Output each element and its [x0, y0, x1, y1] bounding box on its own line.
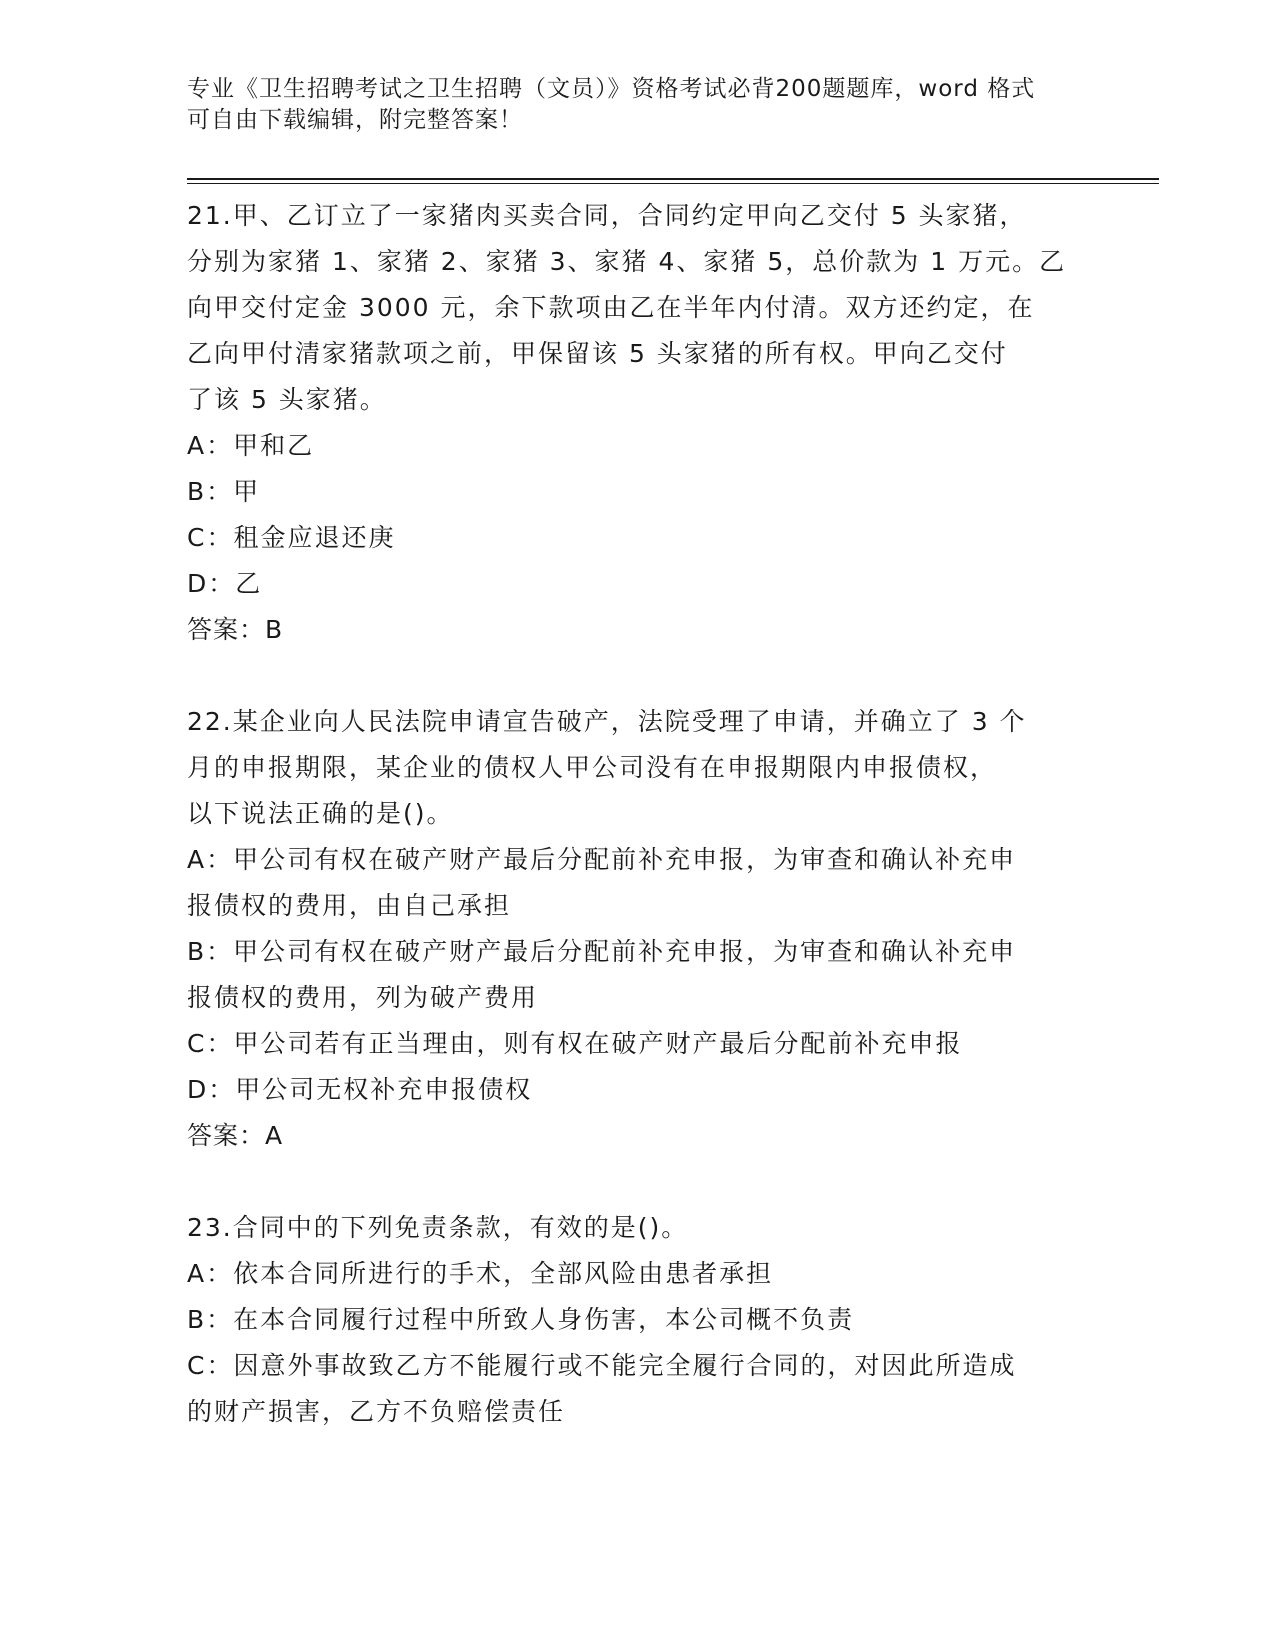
option-b: B：在本合同履行过程中所致人身伤害，本公司概不负责: [187, 1305, 855, 1334]
header-divider-thick: [187, 178, 1159, 180]
option-a: A：依本合同所进行的手术，全部风险由患者承担: [187, 1259, 774, 1288]
question-21: [187, 193, 1087, 653]
option-d: D：乙: [187, 569, 263, 598]
question-spacer: [187, 1159, 1087, 1205]
question-text-line: 乙向甲付清家猪款项之前，甲保留该 5 头家猪的所有权。甲向乙交付: [187, 339, 1008, 368]
option-b: B：甲公司有权在破产财产最后分配前补充申报，为审查和确认补充申: [187, 937, 1017, 966]
option-d: D：甲公司无权补充申报债权: [187, 1075, 533, 1104]
answer: 答案：A: [187, 1121, 284, 1150]
option-a-continued: 报债权的费用，由自己承担: [187, 891, 512, 920]
question-text-line: 21.甲、乙订立了一家猪肉买卖合同，合同约定甲向乙交付 5 头家猪，: [187, 201, 1027, 230]
question-text-line: 向甲交付定金 3000 元，余下款项由乙在半年内付清。双方还约定，在: [187, 293, 1035, 322]
question-text-line: 月的申报期限，某企业的债权人甲公司没有在申报期限内申报债权，: [187, 753, 998, 782]
option-c: C：租金应退还庚: [187, 523, 396, 552]
header-divider-thin: [187, 183, 1159, 184]
header-title-line-1: 专业《卫生招聘考试之卫生招聘（文员）》资格考试必背200题题库，word 格式: [187, 76, 1036, 102]
question-spacer: [187, 653, 1087, 699]
document-header: [187, 74, 1087, 136]
question-text-line: 分别为家猪 1、家猪 2、家猪 3、家猪 4、家猪 5，总价款为 1 万元。乙: [187, 247, 1067, 276]
answer: 答案：B: [187, 615, 284, 644]
option-a: A：甲和乙: [187, 431, 315, 460]
question-text-line: 以下说法正确的是()。: [187, 799, 454, 828]
question-text-line: 了该 5 头家猪。: [187, 385, 387, 414]
question-text-line: 23.合同中的下列免责条款，有效的是()。: [187, 1213, 689, 1242]
question-text-line: 22.某企业向人民法院申请宣告破产，法院受理了申请，并确立了 3 个: [187, 707, 1027, 736]
question-22: [187, 699, 1087, 1159]
header-title-line-2: 可自由下载编辑，附完整答案！: [187, 107, 523, 133]
question-23: [187, 1205, 1087, 1435]
option-c: C：因意外事故致乙方不能履行或不能完全履行合同的，对因此所造成: [187, 1351, 1017, 1380]
option-b: B：甲: [187, 477, 261, 506]
question-list: [187, 193, 1087, 1435]
option-c-continued: 的财产损害，乙方不负赔偿责任: [187, 1397, 566, 1426]
option-b-continued: 报债权的费用，列为破产费用: [187, 983, 539, 1012]
option-c: C：甲公司若有正当理由，则有权在破产财产最后分配前补充申报: [187, 1029, 963, 1058]
option-a: A：甲公司有权在破产财产最后分配前补充申报，为审查和确认补充申: [187, 845, 1017, 874]
